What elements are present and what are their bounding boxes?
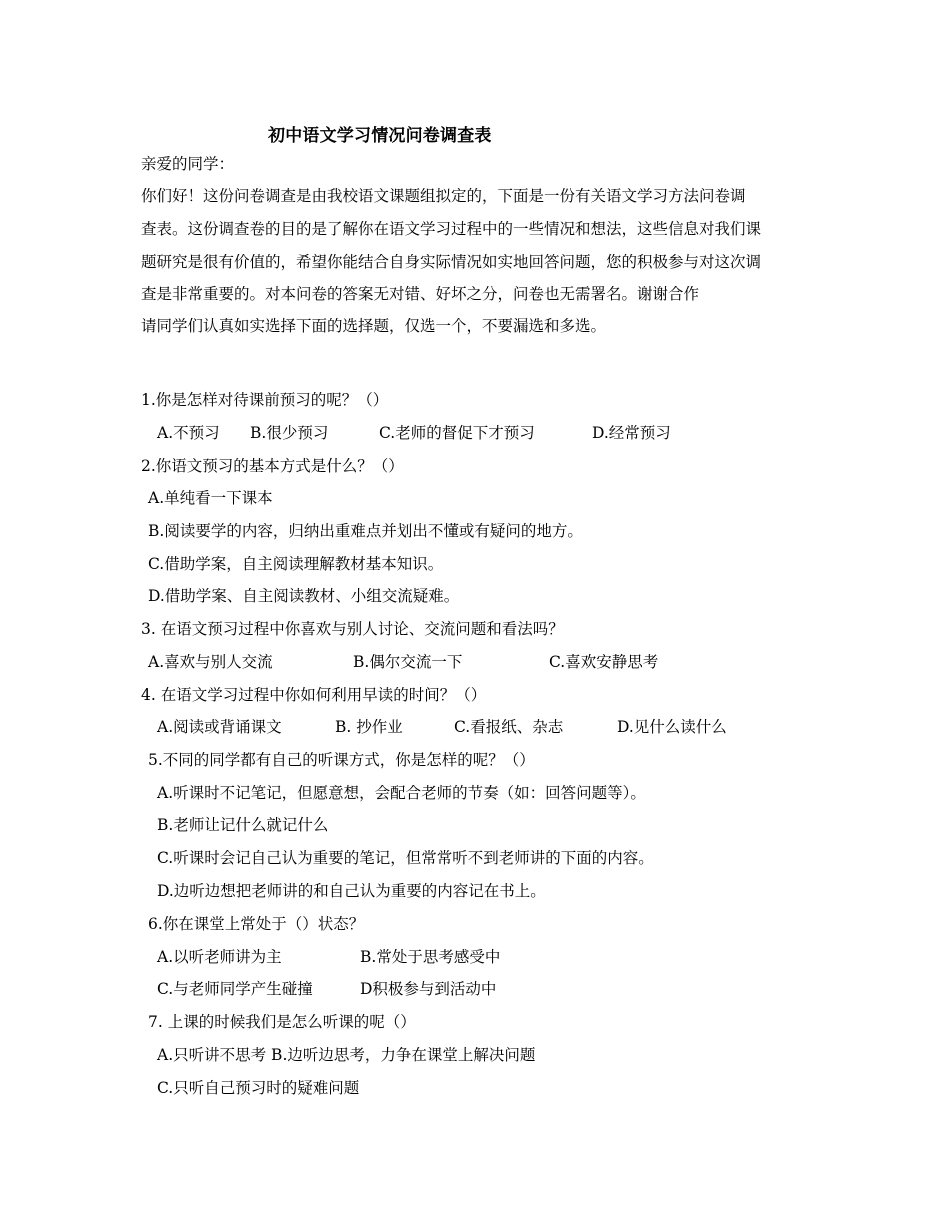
option-5d: D.边听边想把老师讲的和自己认为重要的内容记在书上。 [157,882,546,900]
question-7: 7. 上课的时候我们是怎么听课的呢（） [148,1013,416,1031]
option-4b: B. 抄作业 [335,718,403,736]
option-6d: D积极参与到活动中 [360,980,497,998]
option-7c: C.只听自己预习时的疑难问题 [157,1079,360,1097]
option-6a: A.以听老师讲为主 [157,948,282,966]
intro-line: 查表。这份调查卷的目的是了解你在语文学习过程中的一些情况和想法，这些信息对我们课 [141,220,762,238]
option-1c: C.老师的督促下才预习 [379,424,535,442]
options-row [157,947,577,967]
option-3b: B.偶尔交流一下 [353,653,463,671]
intro-line: 题研究是很有价值的，希望你能结合自身实际情况如实地回答问题，您的积极参与对这次调 [141,253,762,271]
intro-line: 查是非常重要的。对本问卷的答案无对错、好坏之分，问卷也无需署名。谢谢合作 [141,285,700,303]
question-3: 3. 在语文预习过程中你喜欢与别人讨论、交流问题和看法吗？ [141,620,564,638]
options-row [148,652,708,672]
option-1a: A.不预习 [157,424,220,442]
question-6: 6.你在课堂上常处于（）状态？ [148,915,365,933]
intro-line: 你们好！这份问卷调查是由我校语文课题组拟定的，下面是一份有关语文学习方法问卷调 [141,187,746,205]
option-1d: D.经常预习 [592,424,671,442]
option-2d: D.借助学案、自主阅读教材、小组交流疑难。 [148,587,460,605]
option-6c: C.与老师同学产生碰撞 [157,980,313,998]
options-row [157,423,717,443]
intro-line: 请同学们认真如实选择下面的选择题，仅选一个，不要漏选和多选。 [141,317,607,335]
option-2a: A.单纯看一下课本 [148,489,273,507]
option-7ab: A.只听讲不思考 B.边听边思考，力争在课堂上解决问题 [157,1046,536,1064]
options-row [157,717,757,737]
option-4d: D.见什么读什么 [617,718,727,736]
option-6b: B.常处于思考感受中 [360,948,501,966]
option-2b: B.阅读要学的内容，归纳出重难点并划出不懂或有疑问的地方。 [148,522,583,540]
question-1: 1.你是怎样对待课前预习的呢？（） [141,391,389,409]
greeting: 亲爱的同学： [141,155,235,173]
option-3a: A.喜欢与别人交流 [148,653,273,671]
option-1b: B.很少预习 [250,424,329,442]
option-2c: C.借助学案，自主阅读理解教材基本知识。 [148,555,444,573]
option-5a: A.听课时不记笔记，但愿意想，会配合老师的节奏（如：回答问题等）。 [157,784,646,802]
question-2: 2.你语文预习的基本方式是什么？（） [141,457,404,475]
question-5: 5.不同的同学都有自己的听课方式，你是怎样的呢？（） [148,751,535,769]
option-5b: B.老师让记什么就记什么 [157,816,329,834]
page-title: 初中语文学习情况问卷调查表 [268,126,492,146]
question-4: 4. 在语文学习过程中你如何利用早读的时间？（） [141,686,487,704]
options-row [157,979,577,999]
option-5c: C.听课时会记自己认为重要的笔记，但常常听不到老师讲的下面的内容。 [157,849,654,867]
option-3c: C.喜欢安静思考 [549,653,659,671]
option-4c: C.看报纸、杂志 [454,718,564,736]
option-4a: A.阅读或背诵课文 [157,718,282,736]
